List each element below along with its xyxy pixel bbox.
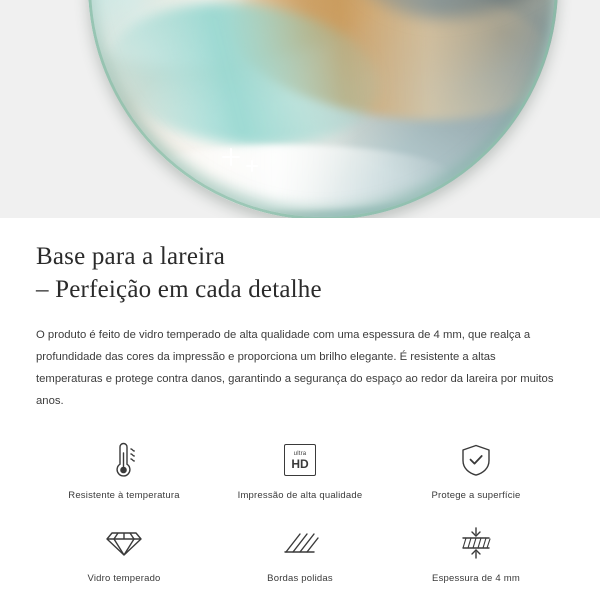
ultra-hd-badge-bottom: HD (291, 456, 309, 471)
thickness-4mm-icon (456, 521, 496, 565)
feature-temperature-resistant (36, 438, 212, 501)
headline-line-2: – Perfeição em cada detalhe (36, 276, 322, 303)
ultra-hd-icon (284, 438, 316, 482)
content-area (0, 240, 600, 584)
feature-polished-edges (212, 521, 388, 584)
feature-label: Resistente à temperatura (68, 490, 180, 502)
feature-high-quality-print (212, 438, 388, 501)
page-title (36, 240, 564, 306)
headline-line-1: Base para a lareira (36, 243, 226, 270)
feature-grid (36, 438, 564, 584)
feature-thickness-4mm (388, 521, 564, 584)
glass-plate-image (88, 0, 558, 218)
ultra-hd-badge-top: ultra (293, 450, 307, 457)
feature-surface-protection (388, 438, 564, 501)
product-description-text: O produto é feito de vidro temperado de alta qualidade com uma espessura de 4 mm, que realça a profundidade das cores da impressão e proporciona um brilho elegante. É resistente a altas temperaturas e protege contra danos, garantindo a segurança do espaço ao redor da lareira por muitos anos. (36, 329, 554, 408)
polished-edges-icon (280, 521, 320, 565)
shield-check-icon (459, 438, 493, 482)
feature-label: Vidro temperado (87, 573, 161, 585)
feature-label: Protege a superfície (431, 490, 521, 502)
feature-label: Espessura de 4 mm (432, 573, 520, 585)
feature-label: Impressão de alta qualidade (237, 490, 363, 502)
thermometer-icon (107, 438, 141, 482)
hero-image (0, 0, 600, 218)
feature-label: Bordas polidas (267, 573, 333, 585)
hero-background (0, 0, 600, 218)
feature-tempered-glass (36, 521, 212, 584)
diamond-icon (105, 521, 143, 565)
